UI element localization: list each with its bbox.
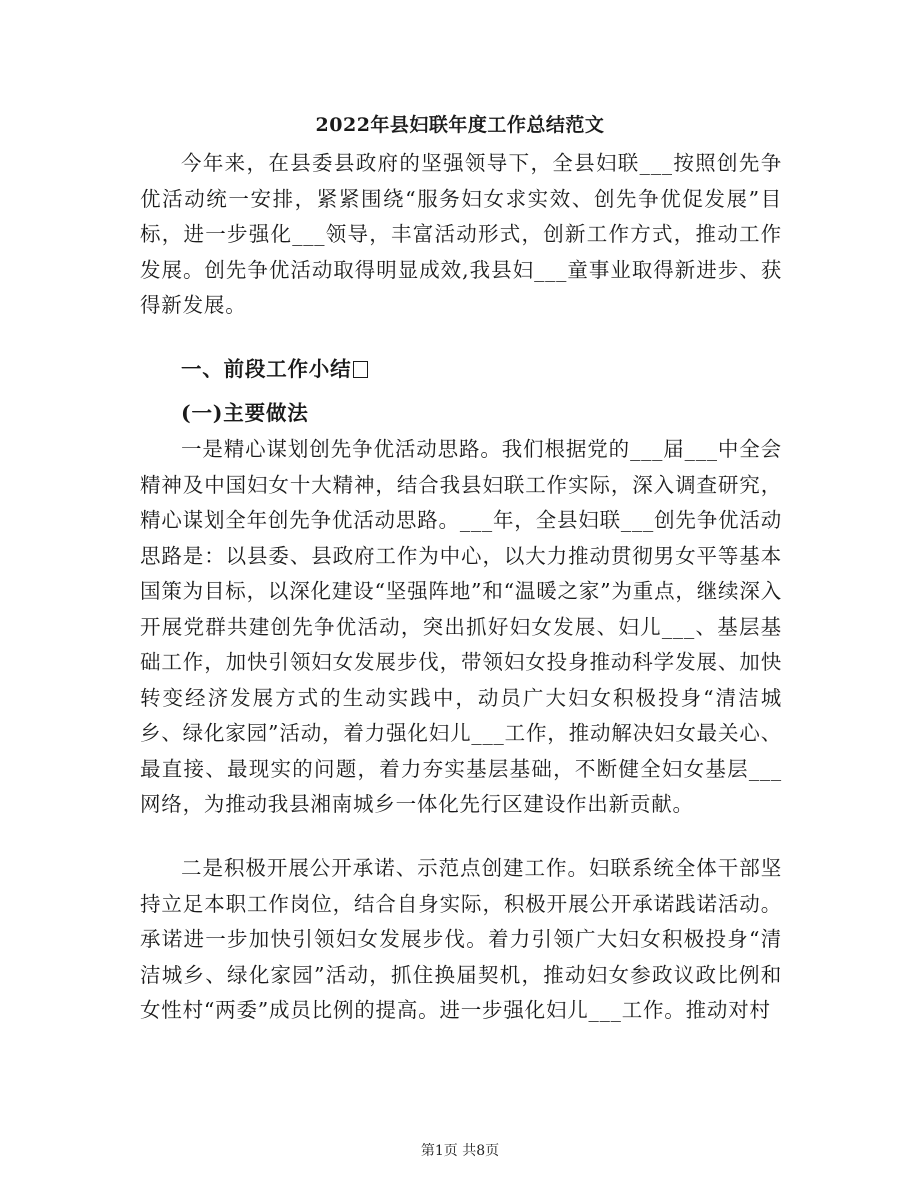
paragraph-1: 一是精心谋划创先争优活动思路。我们根据党的___届___中全会精神及中国妇女十大精神，结合我县妇联工作实际，深入调查研究，精心谋划全年创先争优活动思路。___年，全县妇联___创先争优活动思路是：以县委、县政府工作为中心，以大力推动贯彻男女平等基本国策为目标，以深化建设“坚强阵地”和“温暖之家”为重点，继续深入开展党群共建创先争优活动，突出抓好妇女发展、妇儿___、基层基础工作，加快引领妇女发展步伐，带领妇女投身推动科学发展、加快转变经济发展方式的生动实践中，动员广大妇女积极投身“清洁城乡、绿化家园”活动，着力强化妇儿___工作，推动解决妇女最关心、最直接、最现实的问题，着力夯实基层基础，不断健全妇女基层___网络，为推动我县湘南城乡一体化先行区建设作出新贡献。 (140, 437, 782, 816)
document-title: 2022年县妇联年度工作总结范文 (315, 114, 605, 136)
subsection-heading: (一)主要做法 (181, 401, 309, 425)
section-heading-text: 一、前段工作小结 (181, 357, 352, 381)
intro-paragraph-block (140, 146, 782, 324)
intro-paragraph: 今年来，在县委县政府的坚强领导下，全县妇联___按照创先争优活动统一安排，紧紧围绕“服务妇女求实效、创先争优促发展”目标，进一步强化___领导，丰富活动形式，创新工作方式，推动工作发展。创先争优活动取得明显成效,我县妇___童事业取得新进步、获得新发展。 (140, 151, 782, 317)
paragraph-2-block (140, 851, 782, 1029)
checkbox-glyph-icon (353, 361, 368, 378)
paragraph-1-block (140, 432, 782, 823)
paragraph-2: 二是积极开展公开承诺、示范点创建工作。妇联系统全体干部坚持立足本职工作岗位，结合自身实际，积极开展公开承诺践诺活动。承诺进一步加快引领妇女发展步伐。着力引领广大妇女积极投身“清洁城乡、绿化家园”活动，抓住换届契机，推动妇女参政议政比例和女性村“两委”成员比例的提高。进一步强化妇儿___工作。推动对村 (140, 856, 782, 1022)
page-number-footer: 第1页 共8页 (420, 1143, 500, 1159)
section-heading (140, 352, 368, 388)
